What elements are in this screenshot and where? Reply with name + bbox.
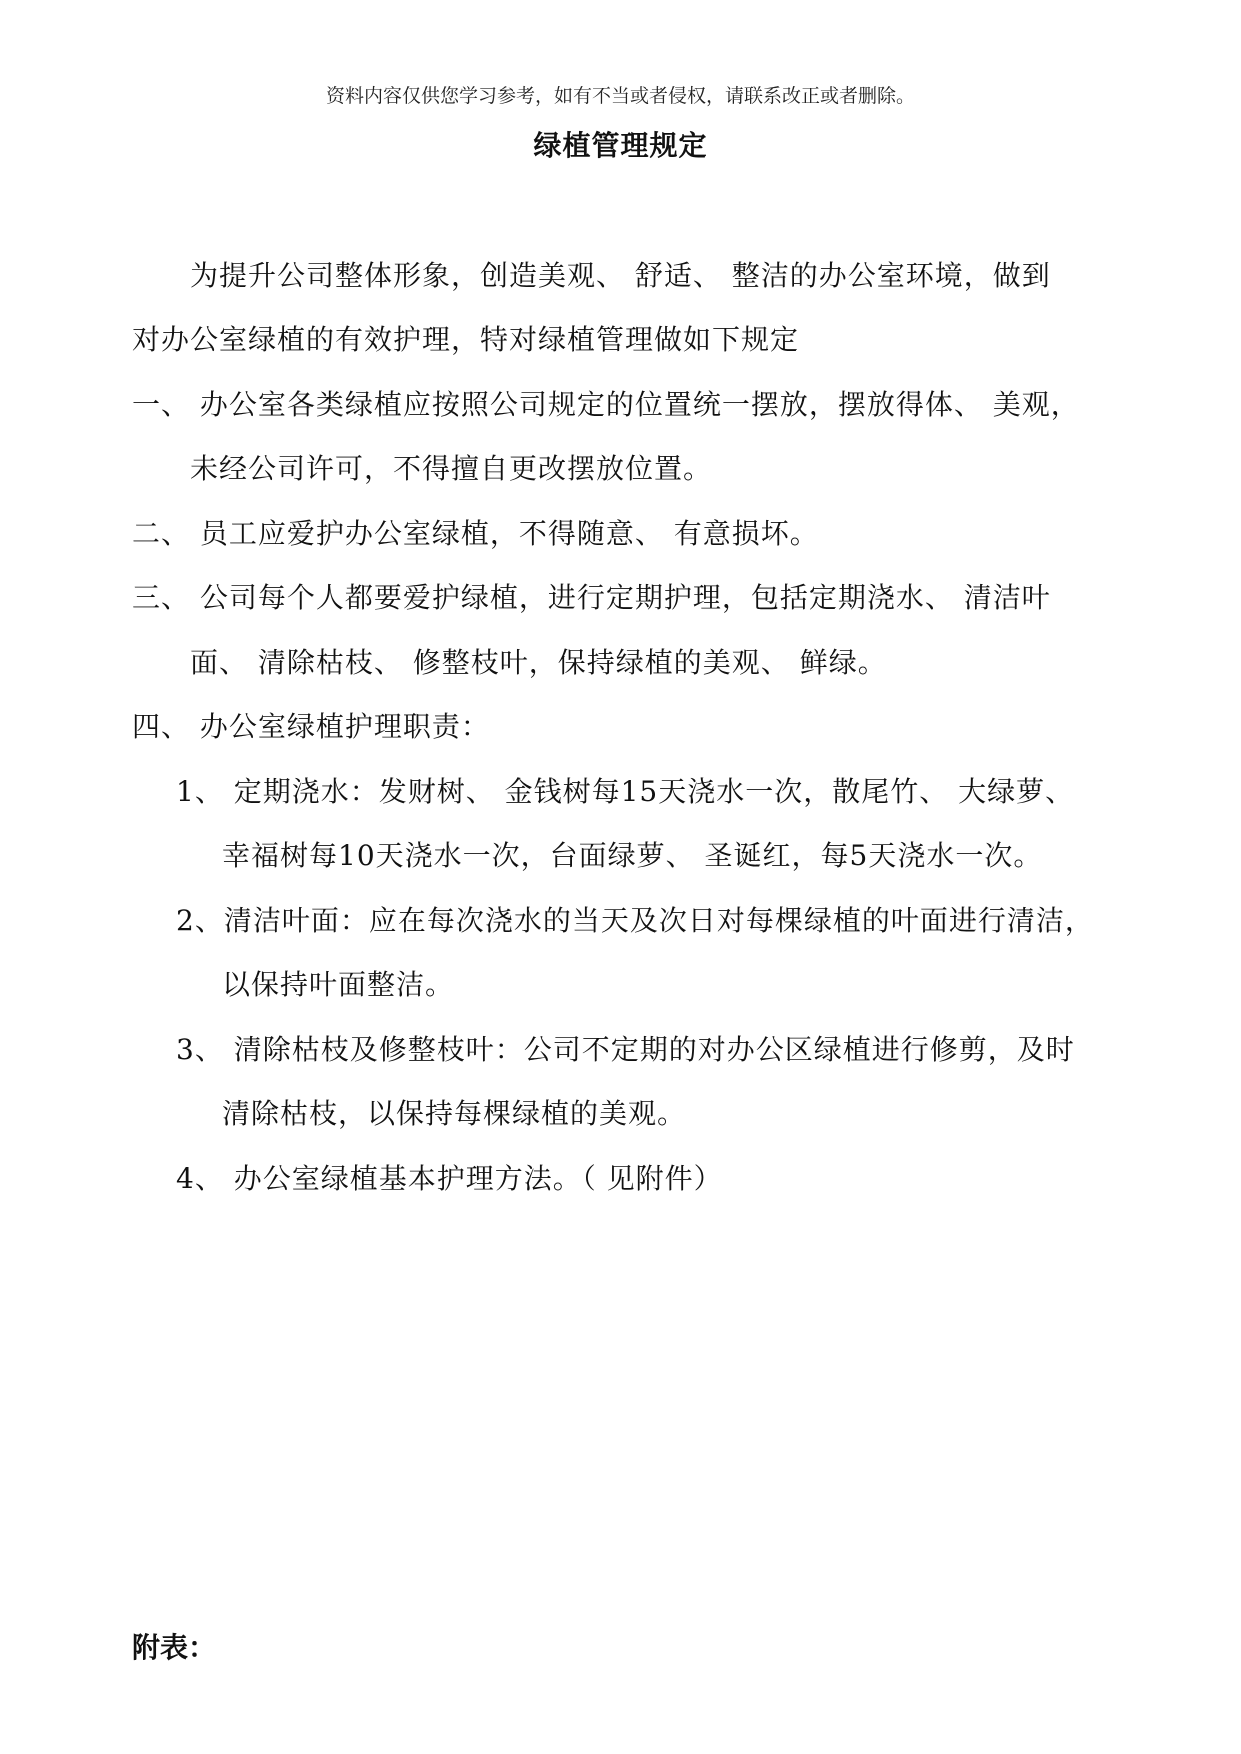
attachment-label: 附表：	[132, 1631, 217, 1664]
duty-1-line-2: 幸福树每10天浇水一次，台面绿萝、 圣诞红，每5天浇水一次。	[222, 839, 1043, 872]
rule-3-line-1: 三、 公司每个人都要爱护绿植，进行定期护理，包括定期浇水、 清洁叶	[132, 581, 1051, 614]
intro-line-2: 对办公室绿植的有效护理，特对绿植管理做如下规定	[132, 323, 800, 356]
page-title: 绿植管理规定	[533, 129, 708, 162]
rule-3-line-2: 面、 清除枯枝、 修整枝叶，保持绿植的美观、 鲜绿。	[190, 646, 887, 679]
duty-2-line-1: 2、清洁叶面：应在每次浇水的当天及次日对每棵绿植的叶面进行清洁，	[176, 904, 1094, 937]
rule-1-line-1: 一、 办公室各类绿植应按照公司规定的位置统一摆放，摆放得体、 美观，	[132, 388, 1080, 421]
rule-2-line-1: 二、 员工应爱护办公室绿植，不得随意、 有意损坏。	[132, 517, 819, 550]
duty-2-line-2: 以保持叶面整洁。	[222, 968, 455, 1001]
copyright-notice: 资料内容仅供您学习参考，如有不当或者侵权，请联系改正或者删除。	[325, 85, 915, 107]
rule-1-line-2: 未经公司许可，不得擅自更改摆放位置。	[190, 452, 713, 485]
duty-3-line-2: 清除枯枝，以保持每棵绿植的美观。	[222, 1097, 687, 1130]
duty-1-line-1: 1、 定期浇水：发财树、 金钱树每15天浇水一次，散尾竹、 大绿萝、	[176, 775, 1075, 808]
rule-4-line-1: 四、 办公室绿植护理职责：	[132, 710, 490, 743]
intro-line-1: 为提升公司整体形象，创造美观、 舒适、 整洁的办公室环境，做到	[190, 259, 1051, 292]
duty-3-line-1: 3、 清除枯枝及修整枝叶：公司不定期的对办公区绿植进行修剪，及时	[176, 1033, 1075, 1066]
duty-4-line-1: 4、 办公室绿植基本护理方法。（ 见附件）	[176, 1162, 723, 1195]
